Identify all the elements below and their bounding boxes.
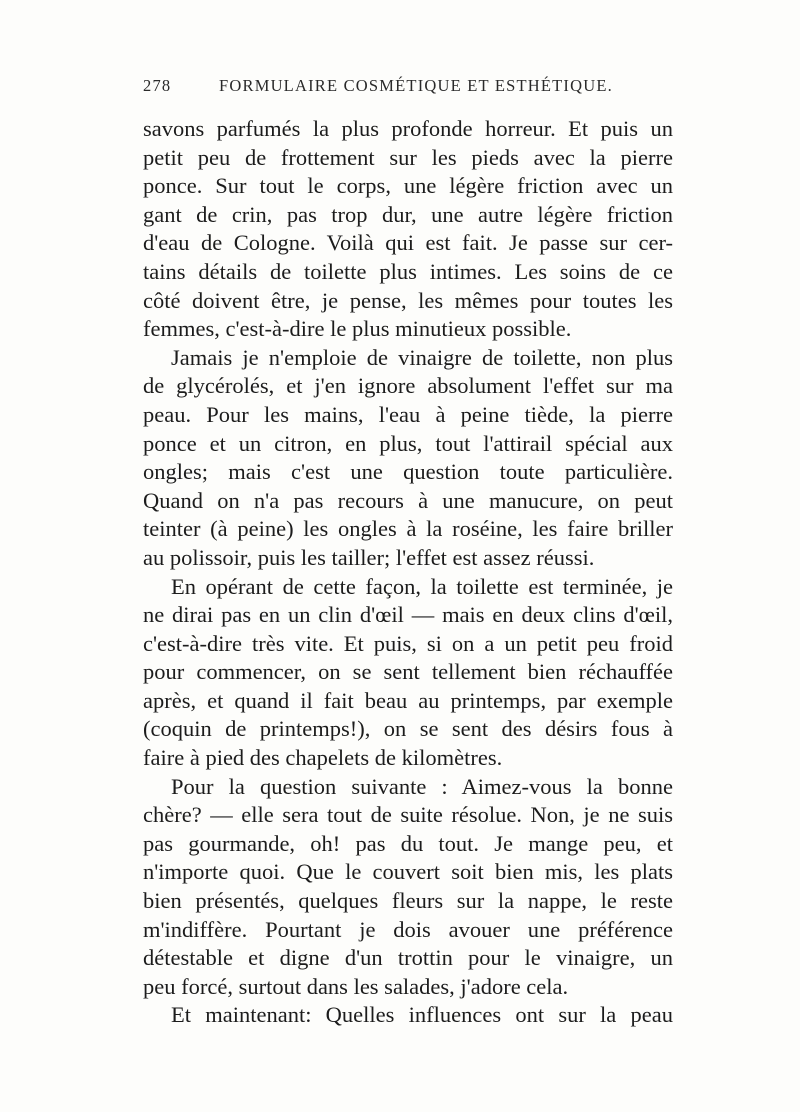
- running-header: [143, 76, 673, 102]
- body-text: [143, 115, 673, 1030]
- text-line: au polissoir, puis les tailler; l'effet est assez réussi.: [143, 544, 595, 570]
- text-line: détestable et digne d'un trottin pour le vinaigre, un: [143, 945, 673, 971]
- text-line: ongles; mais c'est une question toute particulière.: [143, 459, 673, 485]
- page-number: 278: [143, 76, 172, 95]
- paragraph-start-line: Et maintenant: Quelles influences ont sur la peau: [171, 1002, 673, 1028]
- text-line: gant de crin, pas trop dur, une autre légère friction: [143, 201, 673, 227]
- text-line: Quand on n'a pas recours à une manucure, on peut: [143, 487, 673, 513]
- paragraph-start-line: Jamais je n'emploie de vinaigre de toilette, non plus: [171, 344, 673, 370]
- text-line: chère? — elle sera tout de suite résolue. Non, je ne suis: [143, 802, 673, 828]
- text-line: bien présentés, quelques fleurs sur la nappe, le reste: [143, 888, 673, 914]
- text-line: (coquin de printemps!), on se sent des désirs fous à: [143, 716, 673, 742]
- text-line: m'indiffère. Pourtant je dois avouer une préférence: [143, 916, 673, 942]
- text-line: d'eau de Cologne. Voilà qui est fait. Je passe sur cer-: [143, 230, 673, 256]
- text-line: ponce et un citron, en plus, tout l'attirail spécial aux: [143, 430, 673, 456]
- text-line: ne dirai pas en un clin d'œil — mais en deux clins d'œil,: [143, 602, 673, 628]
- running-title: FORMULAIRE COSMÉTIQUE ET ESTHÉTIQUE.: [219, 76, 613, 95]
- text-line: c'est-à-dire très vite. Et puis, si on a un petit peu froid: [143, 630, 673, 656]
- text-line: petit peu de frottement sur les pieds avec la pierre: [143, 144, 673, 170]
- paragraph-start-line: Pour la question suivante : Aimez-vous la bonne: [171, 773, 673, 799]
- text-line: peau. Pour les mains, l'eau à peine tiède, la pierre: [143, 401, 673, 427]
- text-line: teinter (à peine) les ongles à la roséine, les faire briller: [143, 516, 673, 542]
- text-line: femmes, c'est-à-dire le plus minutieux possible.: [143, 316, 572, 342]
- text-line: faire à pied des chapelets de kilomètres.: [143, 745, 503, 771]
- text-line: savons parfumés la plus profonde horreur. Et puis un: [143, 116, 673, 141]
- text-line: pour commencer, on se sent tellement bien réchauffée: [143, 659, 673, 685]
- text-line: pas gourmande, oh! pas du tout. Je mange peu, et: [143, 830, 673, 856]
- paragraph-start-line: En opérant de cette façon, la toilette est terminée, je: [171, 573, 673, 599]
- text-line: côté doivent être, je pense, les mêmes pour toutes les: [143, 287, 673, 313]
- text-line: après, et quand il fait beau au printemps, par exemple: [143, 687, 673, 713]
- text-line: peu forcé, surtout dans les salades, j'adore cela.: [143, 973, 569, 999]
- text-line: n'importe quoi. Que le couvert soit bien mis, les plats: [143, 859, 673, 885]
- text-line: tains détails de toilette plus intimes. Les soins de ce: [143, 258, 673, 284]
- text-line: ponce. Sur tout le corps, une légère friction avec un: [143, 173, 673, 199]
- text-line: de glycérolés, et j'en ignore absolument l'effet sur ma: [143, 373, 673, 399]
